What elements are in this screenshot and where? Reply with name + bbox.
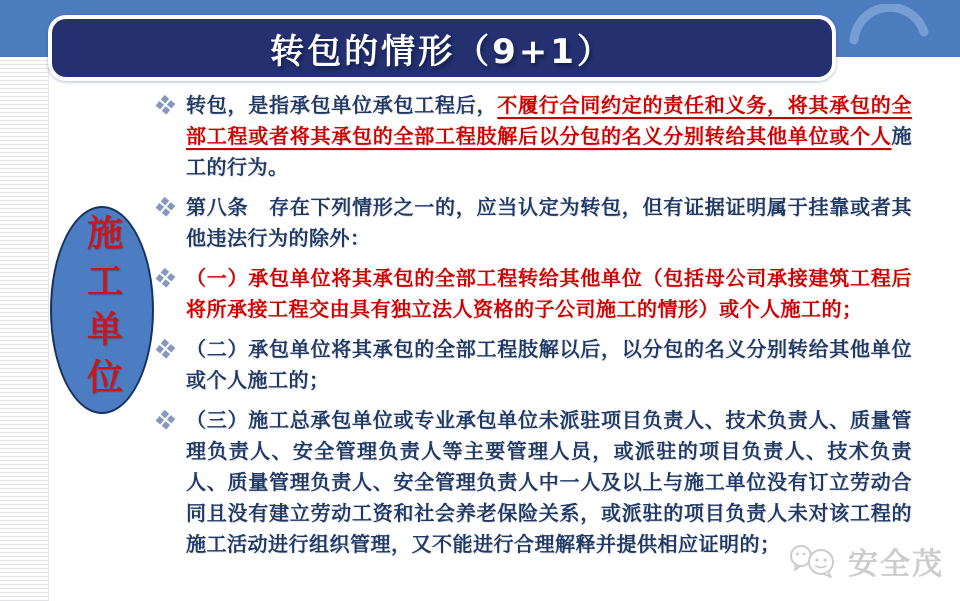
diamond-bullet-icon: [152, 334, 186, 365]
watermark-text: 安全茂: [848, 547, 944, 582]
chat-bubbles-logo-icon: [788, 543, 840, 579]
bullet-text: （三）施工总承包单位或专业承包单位未派驻项目负责人、技术负责人、质量管理负责人、安全管理负责人等主要管理人员，或派驻的项目负责人、技术负责人、质量管理负责人、安全管理负责人中一人及以上与施工单位没有订立劳动合同且没有建立劳动工资和社会养老保险关系，或派驻的项目负责人未对该工程的施工活动进行组织管理，又不能进行合理解释并提供相应证明的；: [186, 408, 912, 556]
diamond-bullet-icon: [152, 192, 186, 223]
bullet-item-4: [152, 334, 912, 396]
side-label: 施工单位: [81, 214, 123, 406]
bullet-text: （一）承包单位将其承包的全部工程转给其他单位（包括母公司承接建筑工程后将所承接工程交由具有独立法人资格的子公司施工的情形）或个人施工的；: [186, 266, 912, 321]
diamond-bullet-icon: [152, 405, 186, 436]
circle-arc-icon: [846, 4, 942, 52]
bullet-text: （二）承包单位将其承包的全部工程肢解以后，以分包的名义分别转给其他单位或个人施工的；: [186, 337, 912, 392]
title-bar: [48, 15, 836, 81]
construction-unit-badge: [50, 206, 154, 414]
bullet-list: [152, 90, 912, 569]
bullet-item-2: [152, 192, 912, 254]
watermark: [788, 539, 944, 583]
diamond-bullet-icon: [152, 263, 186, 294]
bullet-item-3: [152, 263, 912, 325]
bullet-text: 转包，是指承包单位承包工程后，不履行合同约定的责任和义务，将其承包的全部工程或者将其承包的全部工程肢解后以分包的名义分别转给其他单位或个人施工的行为。: [186, 93, 912, 179]
diamond-bullet-icon: [152, 90, 186, 121]
striped-sidebar: [0, 57, 49, 601]
page-title: 转包的情形（9+1）: [270, 31, 614, 72]
bullet-item-1: [152, 90, 912, 183]
bullet-item-5: [152, 405, 912, 560]
bullet-text: 第八条 存在下列情形之一的，应当认定为转包，但有证据证明属于挂靠或者其他违法行为的除外：: [186, 195, 912, 250]
